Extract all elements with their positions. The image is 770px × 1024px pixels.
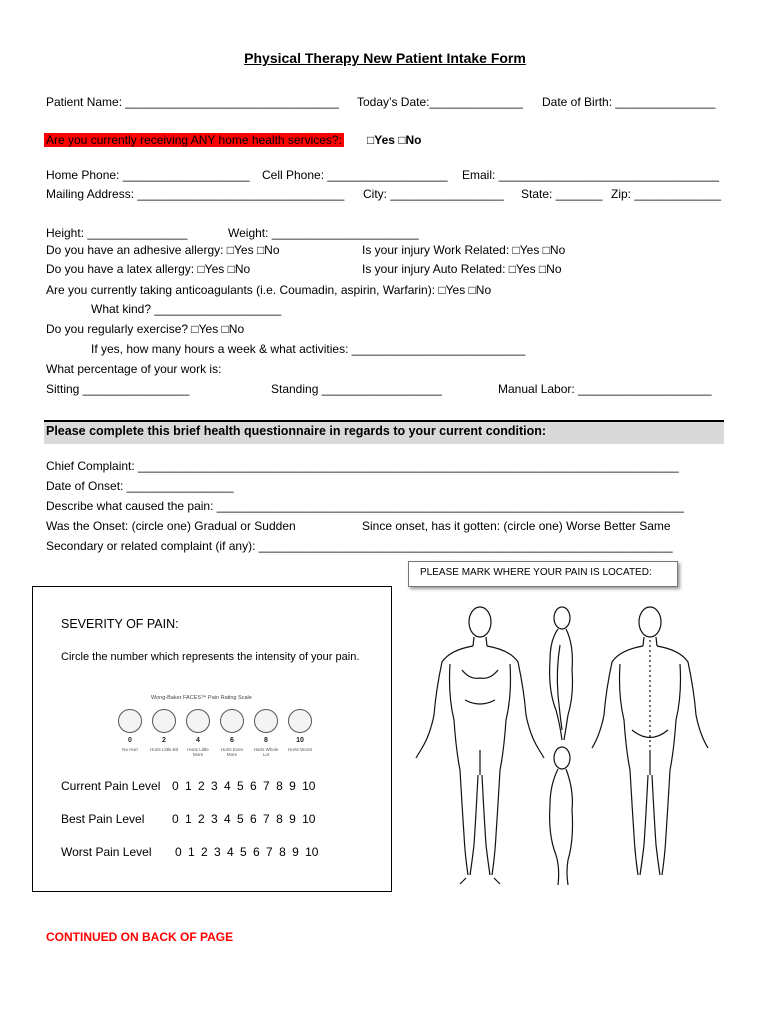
form-title: Physical Therapy New Patient Intake Form (244, 50, 526, 66)
body-diagram[interactable] (410, 600, 710, 890)
date-of-birth-field[interactable]: Date of Birth: _______________ (542, 95, 716, 109)
pain-face-label: Hurts Worst (288, 747, 312, 752)
pain-face-icon (254, 709, 278, 733)
manual-labor-field[interactable]: Manual Labor: ____________________ (498, 382, 712, 396)
pain-face-number: 10 (296, 737, 304, 744)
email-field[interactable]: Email: _________________________________ (462, 168, 719, 182)
zip-field[interactable]: Zip: _____________ (611, 187, 722, 201)
pain-face-label: Hurts Whole Lot (253, 747, 279, 757)
pain-face-label: Hurts Even More (220, 747, 244, 757)
pain-face-icon (152, 709, 176, 733)
pain-face-label: Hurts Little Bit (149, 747, 178, 752)
questionnaire-heading: Please complete this brief health questionnaire in regards to your current condition: (46, 424, 547, 438)
height-field[interactable]: Height: _______________ (46, 226, 188, 240)
home-health-question (44, 133, 344, 147)
adhesive-allergy-question[interactable]: Do you have an adhesive allergy: □Yes □No (46, 243, 280, 257)
home-phone-field[interactable]: Home Phone: ___________________ (46, 168, 250, 182)
pain-face-icon (220, 709, 244, 733)
current-pain-scale[interactable]: 0 1 2 3 4 5 6 7 8 9 10 (172, 779, 316, 793)
auto-related-question[interactable]: Is your injury Auto Related: □Yes □No (362, 262, 562, 276)
pain-face-icon (288, 709, 312, 733)
severity-title: SEVERITY OF PAIN: (61, 617, 179, 631)
secondary-complaint-field[interactable]: Secondary or related complaint (if any): ______________________________________________________________ (46, 539, 673, 553)
onset-type-question[interactable]: Was the Onset: (circle one) Gradual or Sudden (46, 519, 296, 533)
chief-complaint-field[interactable]: Chief Complaint: _________________________________________________________________________________ (46, 459, 679, 473)
pain-cause-field[interactable]: Describe what caused the pain: ______________________________________________________________________ (46, 499, 684, 513)
pain-face-label: No Hurt (122, 747, 138, 752)
anticoagulants-question[interactable]: Are you currently taking anticoagulants (i.e. Coumadin, aspirin, Warfarin): □Yes □No (46, 283, 492, 297)
continued-note: CONTINUED ON BACK OF PAGE (46, 930, 234, 944)
pain-face-number: 8 (264, 737, 268, 744)
sitting-field[interactable]: Sitting ________________ (46, 382, 190, 396)
city-field[interactable]: City: _________________ (363, 187, 504, 201)
pain-location-label: PLEASE MARK WHERE YOUR PAIN IS LOCATED: (420, 567, 652, 578)
latex-allergy-question[interactable]: Do you have a latex allergy: □Yes □No (46, 262, 251, 276)
work-related-question[interactable]: Is your injury Work Related: □Yes □No (362, 243, 566, 257)
cell-phone-field[interactable]: Cell Phone: __________________ (262, 168, 448, 182)
standing-field[interactable]: Standing __________________ (271, 382, 442, 396)
todays-date-field[interactable]: Today’s Date:______________ (357, 95, 523, 109)
best-pain-label: Best Pain Level (61, 812, 145, 826)
pain-face-icon (118, 709, 142, 733)
weight-field[interactable]: Weight: ______________________ (228, 226, 419, 240)
faces-scale-title: Wong-Baker FACES™ Pain Rating Scale (151, 695, 252, 701)
mailing-address-field[interactable]: Mailing Address: _______________________________ (46, 187, 345, 201)
worst-pain-label: Worst Pain Level (61, 845, 152, 859)
pain-face-number: 2 (162, 737, 166, 744)
worst-pain-scale[interactable]: 0 1 2 3 4 5 6 7 8 9 10 (175, 845, 319, 859)
what-kind-field[interactable]: What kind? ___________________ (91, 302, 282, 316)
body-side-view-lower (550, 747, 573, 885)
severity-description: Circle the number which represents the intensity of your pain. (61, 651, 360, 663)
pain-face-number: 0 (128, 737, 132, 744)
best-pain-scale[interactable]: 0 1 2 3 4 5 6 7 8 9 10 (172, 812, 316, 826)
exercise-question[interactable]: Do you regularly exercise? □Yes □No (46, 322, 245, 336)
body-side-view (550, 607, 573, 740)
since-onset-question[interactable]: Since onset, has it gotten: (circle one) Worse Better Same (362, 519, 671, 533)
pain-face-label: Hurts Little More (187, 747, 209, 757)
home-health-question-text: Are you currently receiving ANY home health services?: (46, 133, 342, 147)
work-percentage-label: What percentage of your work is: (46, 362, 222, 376)
home-health-options[interactable]: □Yes □No (367, 133, 422, 147)
state-field[interactable]: State: _______ (521, 187, 603, 201)
current-pain-label: Current Pain Level (61, 779, 161, 793)
pain-face-number: 4 (196, 737, 200, 744)
body-front-view (416, 607, 544, 884)
patient-name-field[interactable]: Patient Name: ________________________________ (46, 95, 339, 109)
pain-face-number: 6 (230, 737, 234, 744)
date-of-onset-field[interactable]: Date of Onset: ________________ (46, 479, 234, 493)
pain-face-icon (186, 709, 210, 733)
exercise-hours-field[interactable]: If yes, how many hours a week & what activities: __________________________ (91, 342, 526, 356)
body-back-view (592, 607, 708, 875)
